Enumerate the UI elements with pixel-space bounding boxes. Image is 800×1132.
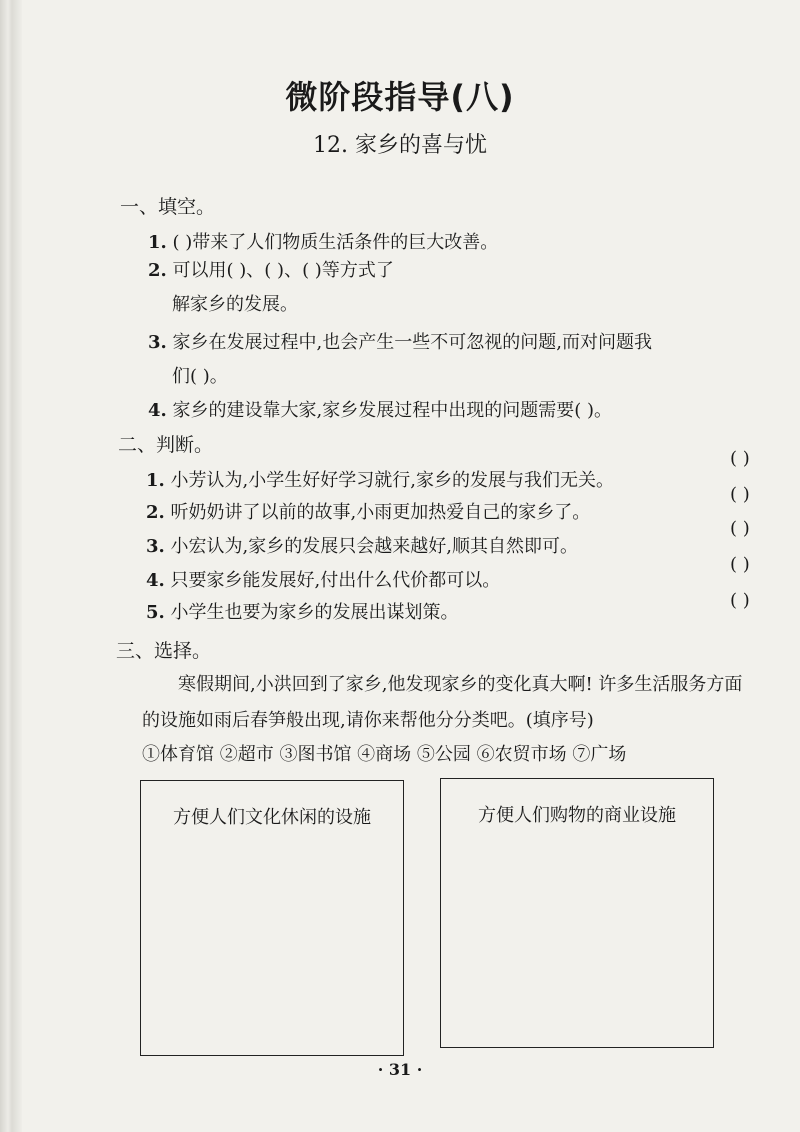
judge-item-5 (146, 598, 459, 624)
item-number: 1. (146, 470, 165, 491)
item-number: 4. (148, 400, 167, 421)
question-paragraph-line-2: 的设施如雨后春笋般出现,请你来帮他分分类吧。(填序号) (142, 710, 594, 731)
page-number: · 31 · (377, 1060, 423, 1079)
judge-item-3 (146, 532, 578, 558)
page-stack-edge (0, 0, 22, 1132)
judge-item-1 (146, 466, 614, 492)
fill-item-3 (148, 328, 652, 354)
box-title: 方便人们文化休闲的设施 (173, 807, 371, 828)
answer-parentheses[interactable]: ( ) (730, 448, 750, 469)
item-text: 家乡的建设靠大家,家乡发展过程中出现的问题需要( )。 (172, 400, 613, 421)
option-list: ①体育馆 ②超市 ③图书馆 ④商场 ⑤公园 ⑥农贸市场 ⑦广场 (142, 744, 627, 765)
fill-item-4 (148, 396, 612, 422)
judge-item-4 (146, 566, 500, 592)
question-paragraph-line-1: 寒假期间,小洪回到了家乡,他发现家乡的变化真大啊! 许多生活服务方面 (178, 674, 743, 695)
fill-item-3-continuation: 们( )。 (172, 366, 228, 387)
answer-parentheses[interactable]: ( ) (730, 554, 750, 575)
page-title: 微阶段指导(八) (285, 78, 515, 116)
item-text: 家乡在发展过程中,也会产生一些不可忽视的问题,而对问题我 (172, 332, 652, 353)
fill-item-2 (148, 256, 394, 282)
item-text: ( )带来了人们物质生活条件的巨大改善。 (172, 232, 499, 253)
section-3-heading: 三、选择。 (116, 640, 212, 662)
item-text: 只要家乡能发展好,付出什么代价都可以。 (170, 570, 501, 591)
item-number: 1. (148, 232, 167, 253)
item-text: 小宏认为,家乡的发展只会越来越好,顺其自然即可。 (170, 536, 578, 557)
answer-parentheses[interactable]: ( ) (730, 518, 750, 539)
lesson-subtitle: 12. 家乡的喜与忧 (313, 133, 487, 158)
item-text: 小学生也要为家乡的发展出谋划策。 (170, 602, 459, 623)
box-title: 方便人们购物的商业设施 (478, 805, 676, 826)
item-text: 可以用( )、( )、( )等方式了 (172, 260, 394, 281)
item-number: 2. (148, 260, 167, 281)
item-number: 3. (148, 332, 167, 353)
item-number: 4. (146, 570, 165, 591)
fill-item-1 (148, 228, 498, 254)
item-text: 小芳认为,小学生好好学习就行,家乡的发展与我们无关。 (170, 470, 614, 491)
leisure-facilities-box[interactable] (140, 780, 404, 1056)
answer-parentheses[interactable]: ( ) (730, 590, 750, 611)
fill-item-2-continuation: 解家乡的发展。 (172, 294, 298, 315)
item-text: 听奶奶讲了以前的故事,小雨更加热爱自己的家乡了。 (170, 502, 591, 523)
judge-item-2 (146, 498, 590, 524)
item-number: 2. (146, 502, 165, 523)
item-number: 3. (146, 536, 165, 557)
section-2-heading: 二、判断。 (118, 434, 214, 456)
item-number: 5. (146, 602, 165, 623)
commercial-facilities-box[interactable] (440, 778, 714, 1048)
section-1-heading: 一、填空。 (120, 196, 216, 218)
answer-parentheses[interactable]: ( ) (730, 484, 750, 505)
